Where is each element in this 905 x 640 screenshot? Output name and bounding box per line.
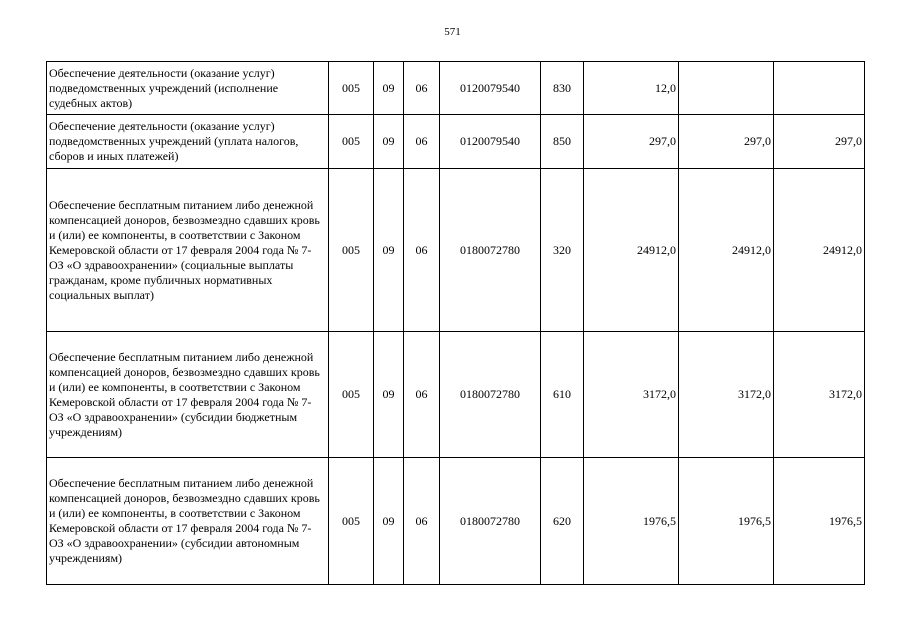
amount-year-2: 3172,0 — [679, 332, 774, 458]
amount-year-2: 1976,5 — [679, 458, 774, 585]
table-row — [47, 458, 865, 585]
grbs-code: 005 — [329, 332, 374, 458]
target-article-code: 0120079540 — [440, 115, 541, 169]
section-code: 09 — [374, 169, 404, 332]
expense-name: Обеспечение бесплатным питанием либо денежной компенсацией доноров, безвозмездно сдавших кровь и (или) ее компоненты, в соответствии с Законом Кемеровской области от 17 февраля 2004 года № 7-ОЗ «О здравоохранении» (субсидии автономным учреждениям) — [47, 458, 329, 585]
amount-year-3 — [774, 62, 865, 115]
subsection-code: 06 — [404, 332, 440, 458]
grbs-code: 005 — [329, 458, 374, 585]
grbs-code: 005 — [329, 62, 374, 115]
expense-name: Обеспечение бесплатным питанием либо денежной компенсацией доноров, безвозмездно сдавших кровь и (или) ее компоненты, в соответствии с Законом Кемеровской области от 17 февраля 2004 года № 7-ОЗ «О здравоохранении» (социальные выплаты гражданам, кроме публичных нормативных социальных выплат) — [47, 169, 329, 332]
amount-year-1: 24912,0 — [584, 169, 679, 332]
expense-type-code: 830 — [541, 62, 584, 115]
table-row — [47, 62, 865, 115]
section-code: 09 — [374, 115, 404, 169]
subsection-code: 06 — [404, 458, 440, 585]
expense-type-code: 850 — [541, 115, 584, 169]
page-number: 571 — [444, 26, 461, 38]
amount-year-1: 297,0 — [584, 115, 679, 169]
amount-year-3: 24912,0 — [774, 169, 865, 332]
expense-type-code: 620 — [541, 458, 584, 585]
expense-name: Обеспечение деятельности (оказание услуг) подведомственных учреждений (уплата налогов, сборов и иных платежей) — [47, 115, 329, 169]
subsection-code: 06 — [404, 169, 440, 332]
target-article-code: 0180072780 — [440, 332, 541, 458]
subsection-code: 06 — [404, 62, 440, 115]
budget-table — [46, 61, 865, 585]
section-code: 09 — [374, 62, 404, 115]
amount-year-2 — [679, 62, 774, 115]
subsection-code: 06 — [404, 115, 440, 169]
expense-name: Обеспечение бесплатным питанием либо денежной компенсацией доноров, безвозмездно сдавших кровь и (или) ее компоненты, в соответствии с Законом Кемеровской области от 17 февраля 2004 года № 7-ОЗ «О здравоохранении» (субсидии бюджетным учреждениям) — [47, 332, 329, 458]
table-row — [47, 169, 865, 332]
amount-year-1: 1976,5 — [584, 458, 679, 585]
expense-type-code: 320 — [541, 169, 584, 332]
table-row — [47, 332, 865, 458]
amount-year-3: 297,0 — [774, 115, 865, 169]
target-article-code: 0120079540 — [440, 62, 541, 115]
target-article-code: 0180072780 — [440, 169, 541, 332]
expense-type-code: 610 — [541, 332, 584, 458]
expense-name: Обеспечение деятельности (оказание услуг) подведомственных учреждений (исполнение судебных актов) — [47, 62, 329, 115]
amount-year-1: 3172,0 — [584, 332, 679, 458]
amount-year-3: 3172,0 — [774, 332, 865, 458]
table-row — [47, 115, 865, 169]
section-code: 09 — [374, 332, 404, 458]
amount-year-3: 1976,5 — [774, 458, 865, 585]
amount-year-1: 12,0 — [584, 62, 679, 115]
grbs-code: 005 — [329, 115, 374, 169]
section-code: 09 — [374, 458, 404, 585]
target-article-code: 0180072780 — [440, 458, 541, 585]
amount-year-2: 24912,0 — [679, 169, 774, 332]
amount-year-2: 297,0 — [679, 115, 774, 169]
grbs-code: 005 — [329, 169, 374, 332]
